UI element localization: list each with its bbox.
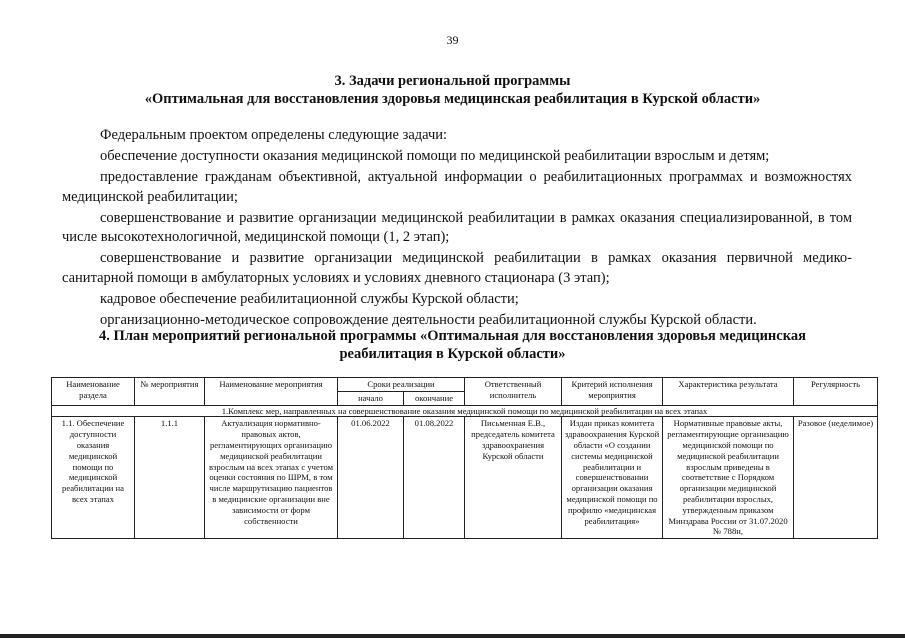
cell-end: 01.08.2022 xyxy=(404,417,465,539)
header-criterion: Критерий исполнения мероприятия xyxy=(562,378,663,406)
cell-start: 01.06.2022 xyxy=(338,417,404,539)
header-dates: Сроки реализации xyxy=(338,378,465,392)
header-end: окончание xyxy=(404,391,465,405)
task-paragraph: кадровое обеспечение реабилитационной службы Курской области; xyxy=(100,290,519,307)
task-paragraph: организационно-методическое сопровождение деятельности реабилитационной службы Курской области. xyxy=(100,311,757,328)
section-3-body xyxy=(62,126,852,332)
header-result: Характеристика результата xyxy=(663,378,794,406)
action-plan-table-wrap xyxy=(51,377,877,539)
cell-regularity: Разовое (неделимое) xyxy=(794,417,878,539)
task-paragraph: совершенствование и развитие организации медицинской реабилитации в рамках оказания специализированной, в том числе высокотехнологичной, медицинской помощи (1, 2 этап); xyxy=(62,209,852,245)
cell-event-name: Актуализация нормативно-правовых актов, регламентирующих организацию медицинской реабилитации взрослым на всех этапах с учетом оценки состояния по ШРМ, в том числе маршрутизацию пациентов в медицинские организации вне зависимости от форм собственности xyxy=(205,417,338,539)
table-row xyxy=(52,417,878,539)
cell-event-number: 1.1.1 xyxy=(135,417,205,539)
section-4-title-line-2: реабилитация в Курской области» xyxy=(339,346,566,362)
section-4-heading xyxy=(0,327,905,363)
tasks-intro-paragraph: Федеральным проектом определены следующие задачи: xyxy=(100,127,448,143)
header-regularity: Регулярность xyxy=(794,378,878,406)
section-3-heading xyxy=(0,72,905,108)
page-number: 39 xyxy=(446,33,459,47)
page-bottom-edge xyxy=(0,634,905,638)
cell-result: Нормативные правовые акты, регламентирующие организацию медицинской помощи по медицинской реабилитации взрослым приведены в соответствие с Порядком организации медицинской реабилитации взрослых, утвержденным приказом Минздрава России от 31.07.2020 № 788н, xyxy=(663,417,794,539)
task-paragraph: обеспечение доступности оказания медицинской помощи по медицинской реабилитации взрослым и детям; xyxy=(100,148,770,164)
section-4-title-line-1: 4. План мероприятий региональной программы «Оптимальная для восстановления здоровья медицинская xyxy=(99,328,806,344)
cell-responsible: Письменная Е.В., председатель комитета здравоохранения Курской области xyxy=(465,417,562,539)
task-paragraph: предоставление гражданам объективной, актуальной информации о реабилитационных программах и возможностях медицинской реабилитации; xyxy=(62,169,852,205)
header-section-name: Наименование раздела xyxy=(52,378,135,406)
cell-section-name: 1.1. Обеспечение доступности оказания медицинской помощи по медицинской реабилитации на всех этапах xyxy=(52,417,135,539)
task-paragraph: совершенствование и развитие организации медицинской реабилитации в рамках оказания первичной медико-санитарной помощи в амбулаторных условиях и условиях дневного стационара (3 этап); xyxy=(62,250,852,286)
header-start: начало xyxy=(338,391,404,405)
action-plan-table xyxy=(51,377,878,539)
cell-criterion: Издан приказ комитета здравоохранения Курской области «О создании системы медицинской реабилитации и совершенствовании организации оказания медицинской помощи по профилю «медицинская реабилитация» xyxy=(562,417,663,539)
section-3-title-line-2: «Оптимальная для восстановления здоровья медицинская реабилитация в Курской области» xyxy=(144,91,761,107)
header-event-name: Наименование мероприятия xyxy=(205,378,338,406)
section-3-title-line-1: 3. Задачи региональной программы xyxy=(334,73,571,89)
table-section-row: 1.Комплекс мер, направленных на совершенствование оказания медицинской помощи по медицинской реабилитации на всех этапах xyxy=(52,405,878,417)
header-event-number: № мероприятия xyxy=(135,378,205,406)
header-responsible: Ответственный исполнитель xyxy=(465,378,562,406)
